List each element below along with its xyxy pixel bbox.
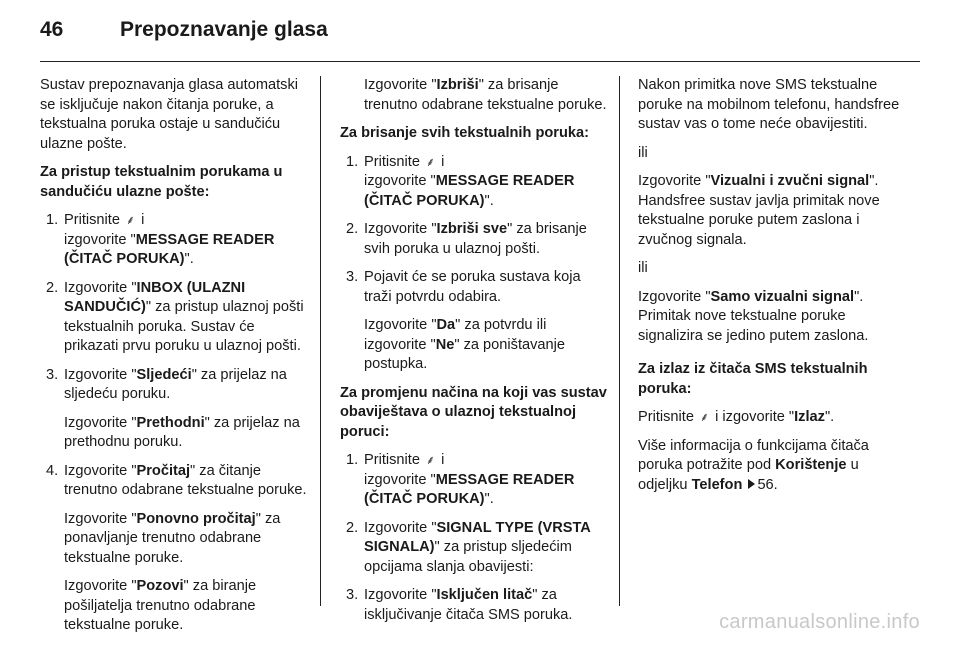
voice-command-icon: ⸙: [426, 154, 436, 169]
header-rule: [40, 61, 920, 62]
paragraph: Pritisnite ⸙ i izgovorite "Izlaz".: [638, 408, 908, 428]
paragraph: ili: [638, 144, 648, 161]
section-heading: Za brisanje svih tekstualnih poruka:: [340, 125, 589, 141]
column-divider: [619, 76, 620, 606]
paragraph: Nakon primitka nove SMS tekstualne poruke na mobilnom telefonu, handsfree sustav vas o tome neće obavijestiti.: [638, 77, 900, 132]
column-divider: [320, 76, 321, 606]
page-ref-arrow-icon: [748, 479, 755, 489]
paragraph: Izgovorite "Vizualni i zvučni signal". Handsfree sustav javlja primitak nove tekstualne poruke putem zaslona i zvučnog signala.: [638, 173, 880, 248]
list-item: 3. Izgovorite "Isključen litač" za isključivanje čitača SMS poruka.: [346, 587, 573, 623]
section-heading: Za pristup tekstualnim porukama u sandučiću ulazne pošte:: [40, 164, 283, 200]
page-number: 46: [40, 18, 64, 41]
list-item: 2. Izgovorite "Izbriši sve" za brisanje svih poruka u ulaznoj pošti.: [346, 221, 587, 257]
paragraph: ili: [638, 260, 648, 276]
page-header: [40, 18, 328, 48]
list-item: 1. Pritisnite ⸙ i izgovorite "MESSAGE READER (ČITAČ PORUKA)".: [346, 452, 575, 507]
paragraph: Izgovorite "Samo vizualni signal". Primitak nove tekstualne poruke signalizira se jedino putem zaslona.: [638, 288, 869, 344]
voice-command-icon: ⸙: [426, 453, 436, 467]
intro-paragraph: Sustav prepoznavanja glasa automatski se isključuje nakon čitanja poruke, a tekstualna poruka ostaje u sandučiću ulazne pošte.: [40, 77, 298, 152]
column-2: [340, 76, 608, 634]
page-title: Prepoznavanje glasa: [120, 18, 328, 41]
list-item: 4. Izgovorite "Pročitaj" za čitanje trenutno odabrane tekstualne poruke. Izgovorite "Ponovno pročitaj" za ponavljanje trenutno odabrane tekstualne poruke. Izgovorite "Pozovi" za biranje pošiljatelja trenutno odabrane tekstualne poruke.: [46, 462, 307, 633]
section-heading: Za izlaz iz čitača SMS tekstualnih poruka:: [638, 361, 868, 397]
list-item: 1. Pritisnite ⸙ i izgovorite "MESSAGE READER (ČITAČ PORUKA)".: [46, 212, 275, 267]
watermark: carmanualsonline.info: [719, 611, 920, 633]
paragraph: Više informacija o funkcijama čitača poruka potražite pod Korištenje u odjeljku Telefon 56.: [638, 437, 869, 493]
list-item: 2. Izgovorite "INBOX (ULAZNI SANDUČIĆ)" za pristup ulaznoj pošti tekstualnih poruka. Sustav će prikazati prvu poruku u ulaznoj pošti.: [46, 279, 304, 354]
column-3: [638, 76, 908, 504]
list-item: 2. Izgovorite "SIGNAL TYPE (VRSTA SIGNALA)" za pristup sljedećim opcijama slanja obavijesti:: [346, 519, 591, 575]
list-item: 1. Pritisnite ⸙ i izgovorite "MESSAGE READER (ČITAČ PORUKA)".: [346, 153, 575, 209]
section-heading: Za promjenu načina na koji vas sustav obaviještava o ulaznoj tekstualnoj poruci:: [340, 384, 607, 440]
voice-command-icon: ⸙: [700, 410, 710, 424]
list-item: 3. Pojavit će se poruka sustava koja traži potvrdu odabira. Izgovorite "Da" za potvrdu ili izgovorite "Ne" za poništavanje postupka.: [346, 269, 581, 372]
voice-command-icon: ⸙: [126, 213, 136, 227]
continued-paragraph: Izgovorite "Izbriši" za brisanje trenutno odabrane tekstualne poruke.: [364, 77, 607, 113]
list-item: 3. Izgovorite "Sljedeći" za prijelaz na sljedeću poruku. Izgovorite "Prethodni" za prijelaz na prethodnu poruku.: [46, 366, 300, 450]
column-1: [40, 76, 308, 645]
